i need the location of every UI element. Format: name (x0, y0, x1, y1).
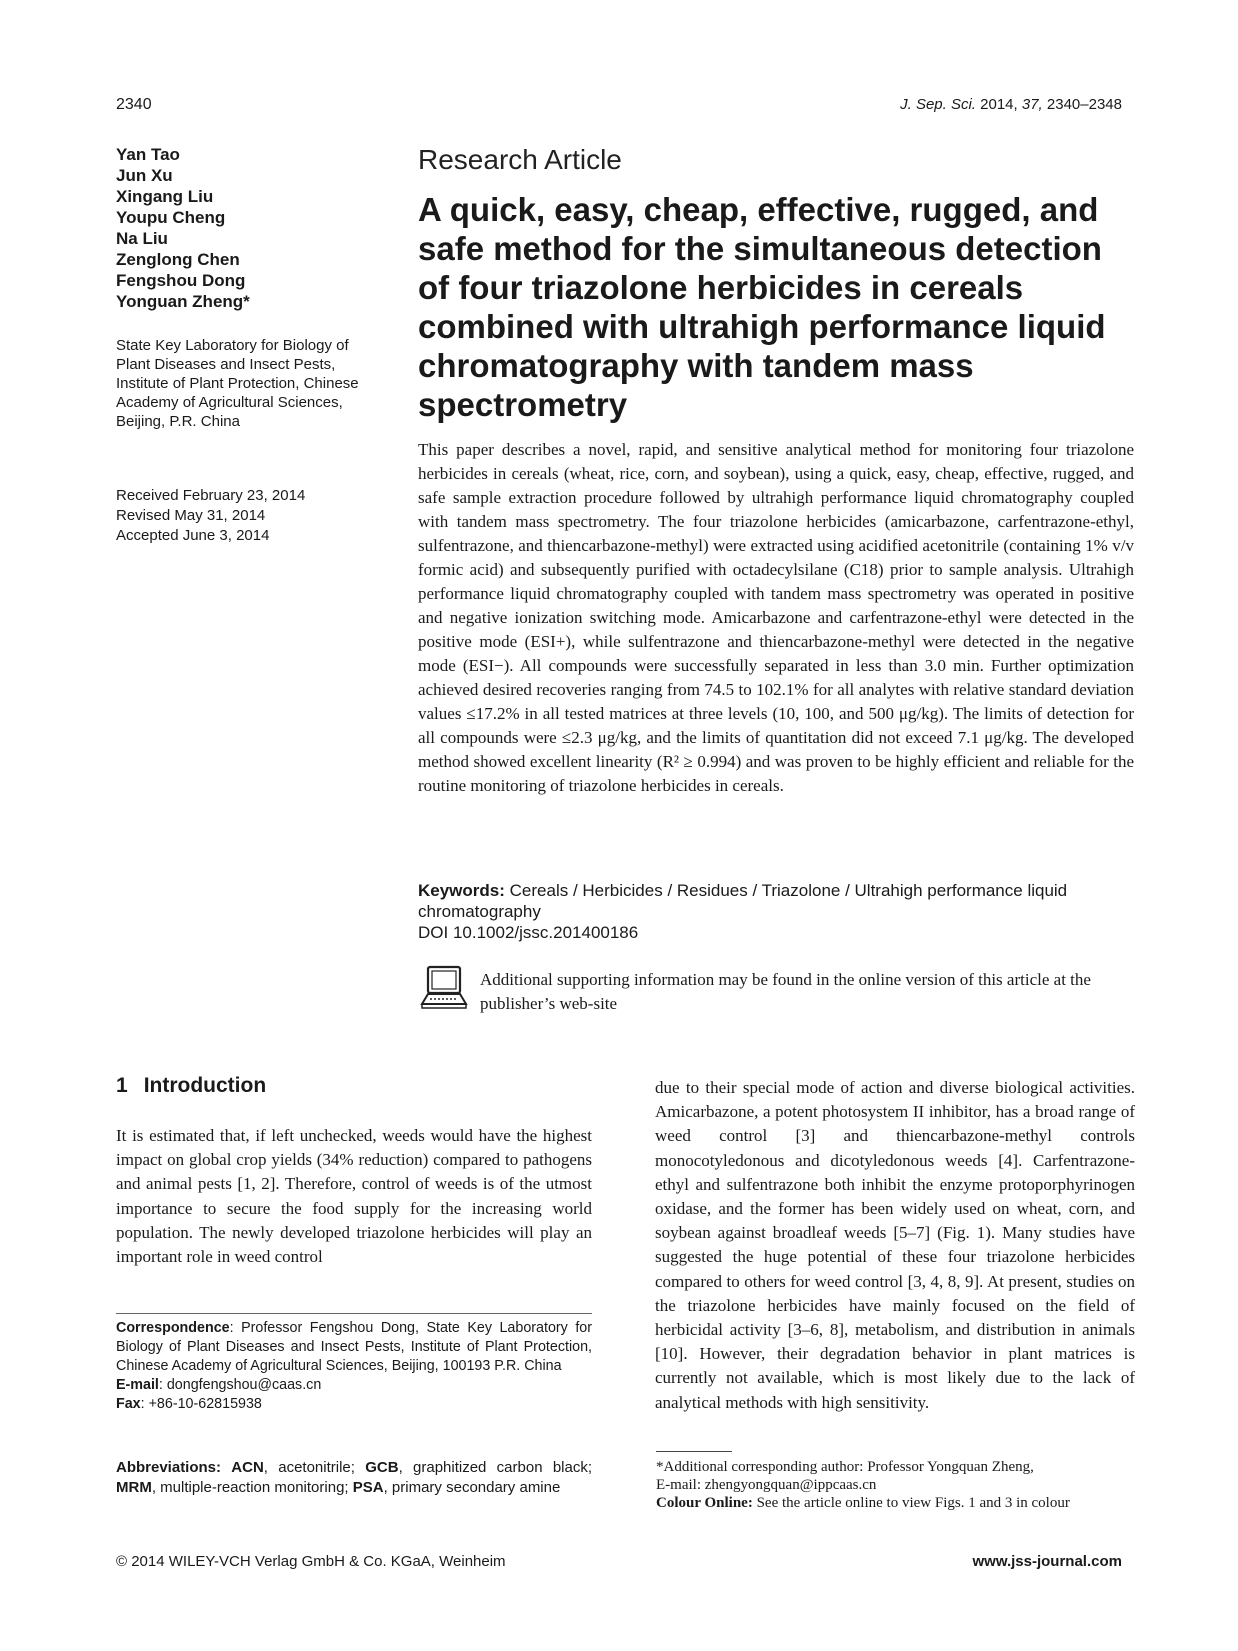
computer-icon (420, 964, 468, 1012)
journal-reference (900, 96, 1122, 113)
intro-paragraph-left: It is estimated that, if left unchecked, weeds would have the highest impact on global crop yields (34% reduction) compared to pathogens and animal pests [1, 2]. Therefore, control of weeds is of the utmost importance to secure the food supply for the increasing world population. The newly developed triazolone herbicides will play an important role in weed control (116, 1126, 592, 1267)
footnote-divider (656, 1451, 732, 1452)
date-accepted: Accepted June 3, 2014 (116, 527, 270, 544)
author: Yan Tao (116, 145, 180, 164)
colour-online-label: Colour Online: (656, 1495, 753, 1511)
additional-author-footnote: *Additional corresponding author: Professor Yongquan Zheng, (656, 1459, 1034, 1475)
keywords-text: Cereals / Herbicides / Residues / Triazolone / Ultrahigh performance liquid chromatography (418, 881, 1068, 921)
abbreviation-definition: , graphitized carbon black; (398, 1459, 592, 1476)
intro-paragraph-right: due to their special mode of action and diverse biological activities. Amicarbazone, a potent photosystem II inhibitor, has a broad range of weed control [3] and thiencarbazone-methyl controls monocotyledonous and dicotyledonous weeds [4]. Carfentrazone-ethyl and sulfentrazone both inhibit the enzyme protoporphyrinogen oxidase, and the former has been widely used on wheat, corn, and soybean against broadleaf weeds [5–7] (Fig. 1). Many studies have suggested the huge potential of these four triazolone herbicides compared to others for weed control [3, 4, 8, 9]. At present, studies on the triazolone herbicides have mainly focused on the field of herbicidal activity [3–6, 8], metabolism, and distribution in animals [10]. However, their degradation behavior in plant matrices is currently not available, which is most likely due to the lack of analytical methods with high sensitivity. (655, 1078, 1135, 1412)
email-address: : dongfengshou@caas.cn (158, 1377, 322, 1393)
author-list (116, 144, 396, 312)
section-title: Introduction (143, 1074, 267, 1097)
correspondence-note (116, 1319, 592, 1414)
section-number: 1 (116, 1074, 128, 1097)
fax-label: Fax (116, 1396, 141, 1412)
article-title: A quick, easy, cheap, effective, rugged, and safe method for the simultaneous detection of four triazolone herbicides in cereals combined with ultrahigh performance liquid chromatography with tandem mass spectrometry (418, 191, 1106, 423)
author: Youpu Cheng (116, 208, 226, 227)
additional-author-email: E-mail: zhengyongquan@ippcaas.cn (656, 1477, 877, 1493)
abbreviation-definition: , multiple-reaction monitoring; (151, 1479, 353, 1496)
fax-number: : +86-10-62815938 (140, 1396, 262, 1412)
abstract: This paper describes a novel, rapid, and sensitive analytical method for monitoring four triazolone herbicides in cereals (wheat, rice, corn, and soybean), using a quick, easy, cheap, effective, rugged, and safe sample extraction procedure followed by ultrahigh performance liquid chromatography coupled with tandem mass spectrometry. The four triazolone herbicides (amicarbazone, carfentrazone-ethyl, sulfentrazone, and thiencarbazone-methyl) were extracted using acidified acetonitrile (containing 1% v/v formic acid) and subsequently purified with octadecylsilane (C18) prior to sample analysis. Ultrahigh performance liquid chromatography coupled with tandem mass spectrometry was operated in positive and negative ionization switching mode. Amicarbazone and carfentrazone-ethyl were detected in the positive mode (ESI+), while sulfentrazone and thiencarbazone-methyl were detected in the negative mode (ESI−). All compounds were successfully separated in less than 3.0 min. Further optimization achieved desired recoveries ranging from 74.5 to 102.1% for all analytes with relative standard deviation values ≤17.2% in all tested matrices at three levels (10, 100, and 500 μg/kg). The limits of detection for all compounds were ≤2.3 μg/kg, and the limits of quantitation did not exceed 7.1 μg/kg. The developed method showed excellent linearity (R² ≥ 0.994) and was proven to be highly efficient and reliable for the routine monitoring of triazolone herbicides in cereals. (418, 440, 1134, 795)
supporting-information-note: Additional supporting information may be found in the online version of this article at the publisher’s web-site (480, 970, 1091, 1013)
abbreviation-term: ACN (231, 1459, 264, 1476)
correspondence-text: : Professor Fengshou Dong, State Key Laboratory for Biology of Plant Diseases and Insect Pests, Institute of Plant Protection, Chinese Academy of Agricultural Sciences, Beijing, 100193 P.R. China (116, 1320, 592, 1374)
author: Xingang Liu (116, 187, 214, 206)
section-heading (116, 1074, 266, 1098)
footnote-divider (116, 1313, 592, 1314)
journal-pages: 2340–2348 (1046, 96, 1122, 113)
abbreviations-note (116, 1458, 592, 1498)
email-label: E-mail (116, 1377, 159, 1393)
keywords-label: Keywords: (418, 881, 505, 900)
abbreviations-label: Abbreviations: (116, 1459, 222, 1476)
article-type: Research Article (418, 144, 622, 175)
journal-name: J. Sep. Sci. (900, 96, 976, 113)
abbreviation-term: MRM (116, 1479, 152, 1496)
author: Zenglong Chen (116, 250, 240, 269)
footnotes (656, 1458, 1136, 1512)
affiliation: State Key Laboratory for Biology of Plant Diseases and Insect Pests, Institute of Plant Protection, Chinese Academy of Agricultural Sciences, Beijing, P.R. China (116, 337, 359, 430)
keywords (418, 880, 1134, 922)
abbreviation-term: PSA (352, 1479, 384, 1496)
author: Yonguan Zheng* (116, 292, 250, 311)
copyright: © 2014 WILEY-VCH Verlag GmbH & Co. KGaA, Weinheim (116, 1553, 506, 1570)
doi: DOI 10.1002/jssc.201400186 (418, 923, 639, 942)
author: Fengshou Dong (116, 271, 246, 290)
article-dates (116, 486, 386, 546)
abbreviation-definition: , primary secondary amine (383, 1479, 561, 1496)
journal-volume: 37, (1021, 96, 1043, 113)
correspondence-label: Correspondence (116, 1320, 230, 1336)
colour-online-text: See the article online to view Figs. 1 and 3 in colour (752, 1495, 1070, 1511)
abbreviation-term: GCB (365, 1459, 399, 1476)
journal-year: 2014, (980, 96, 1018, 113)
date-revised: Revised May 31, 2014 (116, 507, 266, 524)
date-received: Received February 23, 2014 (116, 487, 306, 504)
author: Na Liu (116, 229, 168, 248)
author: Jun Xu (116, 166, 173, 185)
abbreviation-definition: , acetonitrile; (263, 1459, 366, 1476)
page-number: 2340 (116, 96, 152, 113)
journal-website-link[interactable]: www.jss-journal.com (972, 1553, 1122, 1570)
